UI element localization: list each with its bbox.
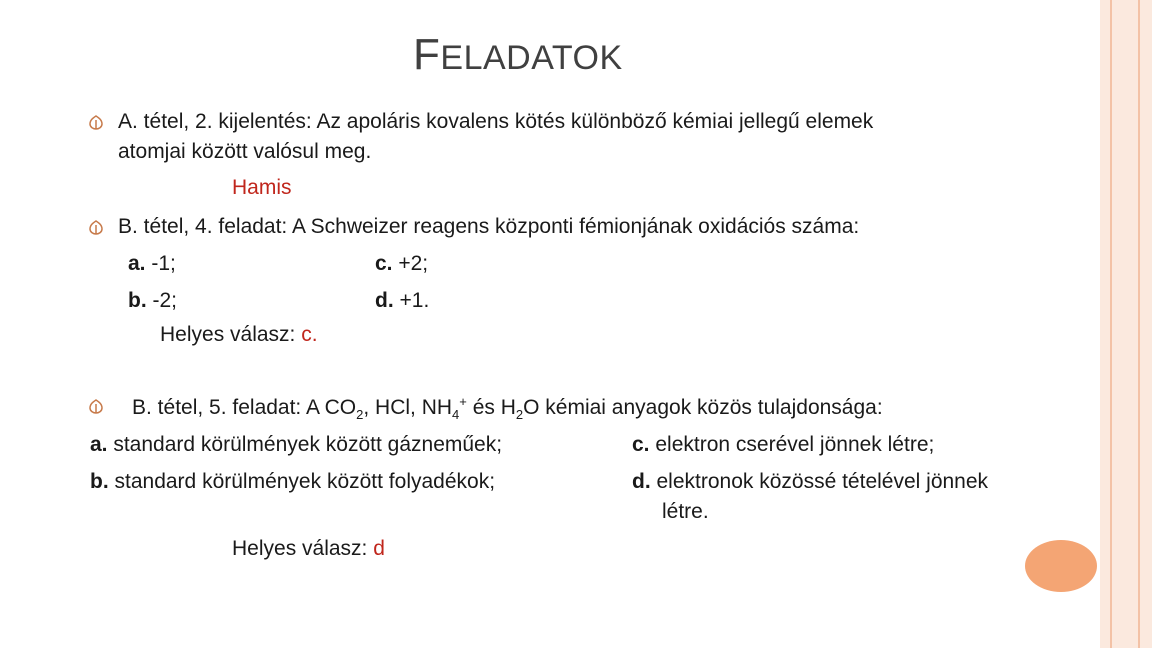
item3-option-c xyxy=(632,430,934,460)
answer-label: Helyes válasz: xyxy=(160,323,302,346)
item3-option-d xyxy=(632,467,988,497)
item3-option-b xyxy=(90,467,495,497)
q-text: , HCl, NH xyxy=(363,396,453,419)
option-text: +1. xyxy=(393,289,430,312)
item3-question xyxy=(132,393,883,423)
answer-label: Helyes válasz: xyxy=(232,537,374,560)
title-initial: F xyxy=(413,30,441,79)
q-subscript: 2 xyxy=(356,407,364,423)
option-letter: a. xyxy=(128,252,146,275)
option-text: standard körülmények között gázneműek; xyxy=(107,433,503,456)
item1-line2: atomjai között valósul meg. xyxy=(118,140,372,163)
option-letter: b. xyxy=(128,289,147,312)
decorative-border-line xyxy=(1138,0,1140,648)
title-rest: ELADATOK xyxy=(440,39,623,77)
option-letter: a. xyxy=(90,433,108,456)
fleuron-bullet-icon xyxy=(88,115,104,131)
fleuron-bullet-icon xyxy=(88,399,104,415)
q-text: B. tétel, 5. feladat: A CO xyxy=(132,396,357,419)
item1-line1: A. tétel, 2. kijelentés: Az apoláris kovalens kötés különböző kémiai jellegű elemek xyxy=(118,110,874,133)
item2-option-c xyxy=(375,249,428,279)
option-text: -1; xyxy=(145,252,176,275)
option-text: standard körülmények között folyadékok; xyxy=(108,470,496,493)
q-subscript: 4 xyxy=(452,407,460,423)
item2-option-b xyxy=(128,286,177,316)
answer-value: d xyxy=(373,537,385,560)
item3-option-a xyxy=(90,430,502,460)
q-superscript: + xyxy=(459,394,467,409)
option-letter: d. xyxy=(632,470,651,493)
page-title xyxy=(413,30,623,80)
q-text: O kémiai anyagok közös tulajdonsága: xyxy=(523,396,883,419)
option-text: -2; xyxy=(146,289,178,312)
decorative-border-strip xyxy=(1100,0,1152,648)
answer-value: c. xyxy=(301,323,318,346)
option-letter: c. xyxy=(375,252,393,275)
item2-option-d xyxy=(375,286,429,316)
item2-answer xyxy=(160,320,318,350)
fleuron-bullet-icon xyxy=(88,220,104,236)
item3-option-d-cont: létre. xyxy=(662,500,709,523)
item2-question: B. tétel, 4. feladat: A Schweizer reagens központi fémionjának oxidációs száma: xyxy=(118,215,860,238)
q-text: és H xyxy=(466,396,516,419)
option-text: elektron cserével jönnek létre; xyxy=(649,433,935,456)
item1-answer: Hamis xyxy=(232,176,292,199)
option-text: +2; xyxy=(392,252,429,275)
item2-option-a xyxy=(128,249,176,279)
option-letter: d. xyxy=(375,289,394,312)
option-letter: b. xyxy=(90,470,109,493)
option-text: elektronok közössé tételével jönnek xyxy=(650,470,989,493)
decorative-orange-circle xyxy=(1025,540,1097,592)
option-letter: c. xyxy=(632,433,650,456)
item3-answer xyxy=(232,534,385,564)
q-subscript: 2 xyxy=(515,407,524,423)
decorative-border-line xyxy=(1110,0,1112,648)
